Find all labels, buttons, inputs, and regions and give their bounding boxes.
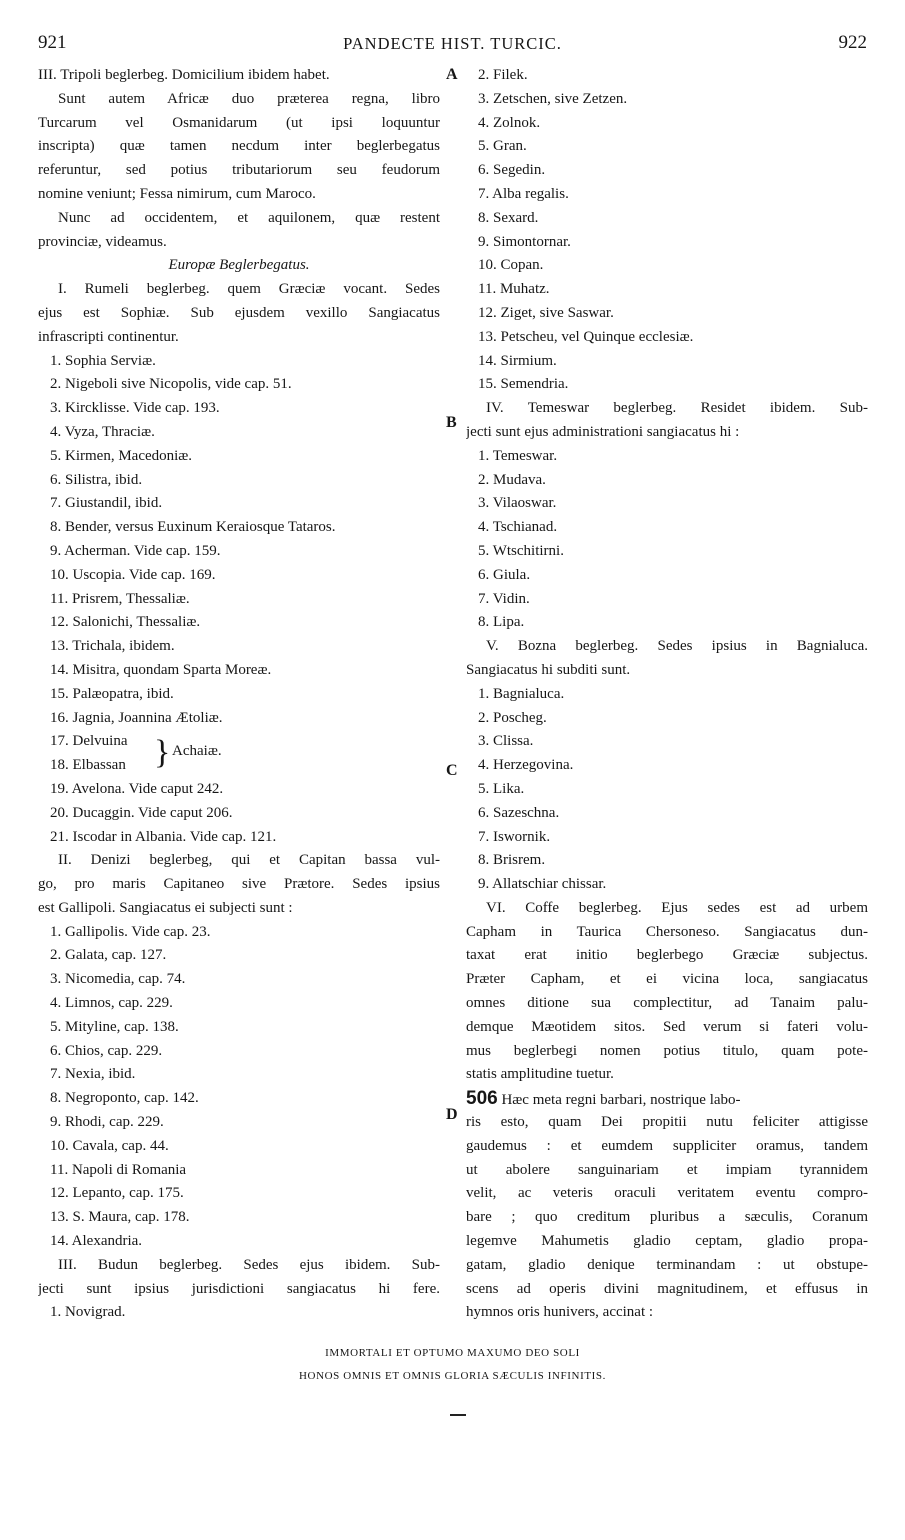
list-item: 2. Filek.: [478, 67, 528, 83]
text-line: Sunt autem Africæ duo præterea regna, libro: [58, 90, 440, 107]
list-item: 13. Trichala, ibidem.: [50, 638, 175, 655]
text-line: III. Budun beglerbeg. Sedes ejus ibidem. Sub-: [58, 1256, 440, 1273]
margin-letter: A: [446, 66, 458, 83]
list-item: 21. Iscodar in Albania. Vide cap. 121.: [50, 828, 277, 845]
text-line: I. Rumeli beglerbeg. quem Græciæ vocant. Sedes: [58, 281, 440, 298]
text-line: nomine veniunt; Fessa nimirum, cum Maroco.: [38, 185, 316, 202]
end-dash: [450, 1414, 466, 1416]
page-header: [0, 32, 905, 60]
list-item: 4. Herzegovina.: [478, 757, 574, 774]
text-line: bare ; quo creditum pluribus a sæculis, Coranum: [466, 1209, 868, 1226]
list-item: 10. Uscopia. Vide cap. 169.: [50, 566, 216, 583]
list-item: 14. Sirmium.: [478, 352, 557, 369]
list-item: 12. Salonichi, Thessaliæ.: [50, 614, 201, 631]
text-line: Nunc ad occidentem, et aquilonem, quæ restent: [58, 209, 440, 226]
list-item: 17. Delvuina: [50, 733, 128, 750]
list-item: 5. Kirmen, Macedoniæ.: [50, 447, 193, 464]
text-line: jecti sunt ipsius jurisdictioni sangiacatus hi fere.: [38, 1280, 440, 1297]
list-item: 12. Ziget, sive Saswar.: [478, 304, 614, 321]
text-line: ejus est Sophiæ. Sub ejusdem vexillo Sangiacatus: [38, 304, 440, 321]
list-item: 9. Acherman. Vide cap. 159.: [50, 542, 221, 559]
list-item: 8. Sexard.: [478, 209, 539, 226]
text-line: gatam, gladio denique terminandam : ut obstupe-: [466, 1256, 868, 1273]
list-item: 9. Simontornar.: [478, 233, 571, 250]
text-line: Præter Capham, et ei vicina loca, sangiacatus: [466, 971, 868, 988]
list-item: 6. Giula.: [478, 566, 531, 583]
text-line: mus beglerbegi nomen potius titulo, quam pote-: [466, 1042, 868, 1059]
list-item: 1. Temeswar.: [478, 447, 558, 464]
list-item: 7. Iswornik.: [478, 828, 551, 845]
text-line: gaudemus : et eumdem suppliciter oramus, tandem: [466, 1137, 868, 1154]
brace-label: Achaiæ.: [172, 743, 222, 760]
list-item: 6. Silistra, ibid.: [50, 471, 143, 488]
text-line: II. Denizi beglerbeg, qui et Capitan bassa vul-: [58, 852, 440, 869]
list-item: 3. Nicomedia, cap. 74.: [50, 971, 186, 988]
text-line: Hæc meta regni barbari, nostrique labo-: [501, 1092, 741, 1109]
paragraph-start: [466, 1087, 868, 1111]
list-item: 2. Mudava.: [478, 471, 546, 488]
list-item: 20. Ducaggin. Vide caput 206.: [50, 804, 233, 821]
running-title: PANDECTE HIST. TURCIC.: [343, 34, 562, 53]
curly-brace-icon: }: [154, 734, 171, 772]
margin-letter: D: [446, 1106, 458, 1123]
list-item: 11. Prisrem, Thessaliæ.: [50, 590, 190, 607]
list-item: 4. Tschianad.: [478, 519, 558, 536]
list-item: 3. Zetschen, sive Zetzen.: [478, 90, 628, 107]
list-item: 2. Poscheg.: [478, 709, 547, 726]
text-line: III. Tripoli beglerbeg. Domicilium ibidem habet.: [38, 67, 330, 83]
margin-letter: C: [446, 762, 458, 779]
list-item: 18. Elbassan: [50, 757, 126, 774]
text-line: ut abolere sanguinariam et impiam tyrannidem: [466, 1161, 868, 1178]
text-line: VI. Coffe beglerbeg. Ejus sedes est ad urbem: [486, 899, 868, 916]
list-item: 5. Gran.: [478, 138, 527, 155]
list-item: 14. Misitra, quondam Sparta Moreæ.: [50, 661, 272, 678]
list-item: 2. Nigeboli sive Nicopolis, vide cap. 51.: [50, 376, 292, 393]
list-item: 8. Negroponto, cap. 142.: [50, 1090, 199, 1107]
text-line: scens ad operis divini magnitudinem, et effusus in: [466, 1280, 868, 1297]
list-item: 1. Sophia Serviæ.: [50, 352, 156, 369]
list-item: 8. Lipa.: [478, 614, 525, 631]
text-line: legemve Mahumetis gladio ceptam, gladio propa-: [466, 1233, 868, 1250]
list-item: 6. Segedin.: [478, 162, 546, 179]
text-line: IV. Temeswar beglerbeg. Residet ibidem. Sub-: [486, 400, 868, 417]
text-line: statis amplitudine tuetur.: [466, 1066, 614, 1083]
list-item: 6. Chios, cap. 229.: [50, 1042, 163, 1059]
text-line: V. Bozna beglerbeg. Sedes ipsius in Bagnialuca.: [486, 638, 868, 655]
text-line: Turcarum vel Osmanidarum (ut ipsi loquuntur: [38, 114, 440, 131]
text-line: provinciæ, videamus.: [38, 233, 167, 250]
list-item: 13. S. Maura, cap. 178.: [50, 1209, 190, 1226]
colophon-line-2: HONOS OMNIS ET OMNIS GLORIA SÆCULIS INFINITIS.: [299, 1370, 606, 1382]
colophon-line-1: IMMORTALI ET OPTUMO MAXUMO DEO SOLI: [325, 1347, 580, 1359]
list-item: 3. Clissa.: [478, 733, 534, 750]
list-item: 9. Allatschiar chissar.: [478, 876, 607, 893]
list-item: 8. Bender, versus Euxinum Keraiosque Tataros.: [50, 519, 336, 536]
list-item: 4. Vyza, Thraciæ.: [50, 423, 155, 440]
list-item: 3. Vilaoswar.: [478, 495, 557, 512]
list-item: 14. Alexandria.: [50, 1233, 143, 1250]
list-item: 9. Rhodi, cap. 229.: [50, 1114, 164, 1131]
list-item: 11. Muhatz.: [478, 281, 550, 298]
list-item: 7. Vidin.: [478, 590, 530, 607]
list-item: 3. Kircklisse. Vide cap. 193.: [50, 400, 220, 417]
list-item: 4. Limnos, cap. 229.: [50, 995, 173, 1012]
brace-group: [38, 730, 440, 778]
list-item: 12. Lepanto, cap. 175.: [50, 1185, 184, 1202]
text-line: omnes ditione sua complectitur, ad Tanaim palu-: [466, 995, 868, 1012]
margin-letter: B: [446, 414, 457, 431]
text-line: demque Mæotidem sitos. Sed verum si fateri volu-: [466, 1018, 868, 1035]
text-line: go, pro maris Capitaneo sive Prætore. Sedes ipsius: [38, 876, 440, 893]
list-item: 2. Galata, cap. 127.: [50, 947, 167, 964]
list-item: 1. Bagnialuca.: [478, 685, 565, 702]
page-number-left: 921: [38, 32, 67, 53]
list-item: 15. Semendria.: [478, 376, 569, 393]
text-line: hymnos oris hunivers, accinat :: [466, 1304, 654, 1321]
list-item: 10. Cavala, cap. 44.: [50, 1137, 169, 1154]
list-item: 5. Mityline, cap. 138.: [50, 1018, 179, 1035]
text-line: Sangiacatus hi subditi sunt.: [466, 661, 631, 678]
text-line: est Gallipoli. Sangiacatus ei subjecti sunt :: [38, 899, 293, 916]
list-item: 4. Zolnok.: [478, 114, 541, 131]
list-item: 16. Jagnia, Joannina Ætoliæ.: [50, 709, 223, 726]
list-item: 13. Petscheu, vel Quinque ecclesiæ.: [478, 328, 694, 345]
list-item: 15. Palæopatra, ibid.: [50, 685, 174, 702]
section-number: 506: [466, 1088, 498, 1110]
text-line: Capham in Taurica Chersoneso. Sangiacatus dun-: [466, 923, 868, 940]
list-item: 10. Copan.: [478, 257, 544, 274]
text-line: jecti sunt ejus administrationi sangiacatus hi :: [466, 423, 740, 440]
section-heading: Europæ Beglerbegatus.: [168, 257, 310, 274]
list-item: 5. Lika.: [478, 780, 525, 797]
text-line: infrascripti continentur.: [38, 328, 179, 345]
list-item: 1. Novigrad.: [50, 1304, 126, 1321]
list-item: 11. Napoli di Romania: [50, 1161, 187, 1178]
left-column: [38, 64, 440, 1325]
page-number-right: 922: [838, 32, 867, 53]
list-item: 6. Sazeschna.: [478, 804, 560, 821]
list-item: 7. Nexia, ibid.: [50, 1066, 136, 1083]
text-line: referuntur, sed potius tributariorum seu feudorum: [38, 162, 440, 179]
text-line: velit, ac veteris oraculi veritatem eventu compro-: [466, 1185, 868, 1202]
right-column: [466, 64, 868, 1325]
list-item: 1. Gallipolis. Vide cap. 23.: [50, 923, 211, 940]
list-item: 5. Wtschitirni.: [478, 542, 564, 559]
list-item: 7. Giustandil, ibid.: [50, 495, 163, 512]
list-item: 7. Alba regalis.: [478, 185, 569, 202]
text-line: inscripta) quæ tamen necdum inter beglerbegatus: [38, 138, 440, 155]
text-line: ris esto, quam Dei propitii nutu feliciter attigisse: [466, 1114, 868, 1131]
list-item: 19. Avelona. Vide caput 242.: [50, 780, 224, 797]
text-line: taxat erat initio beglerbego Græciæ subjectus.: [466, 947, 868, 964]
list-item: 8. Brisrem.: [478, 852, 546, 869]
